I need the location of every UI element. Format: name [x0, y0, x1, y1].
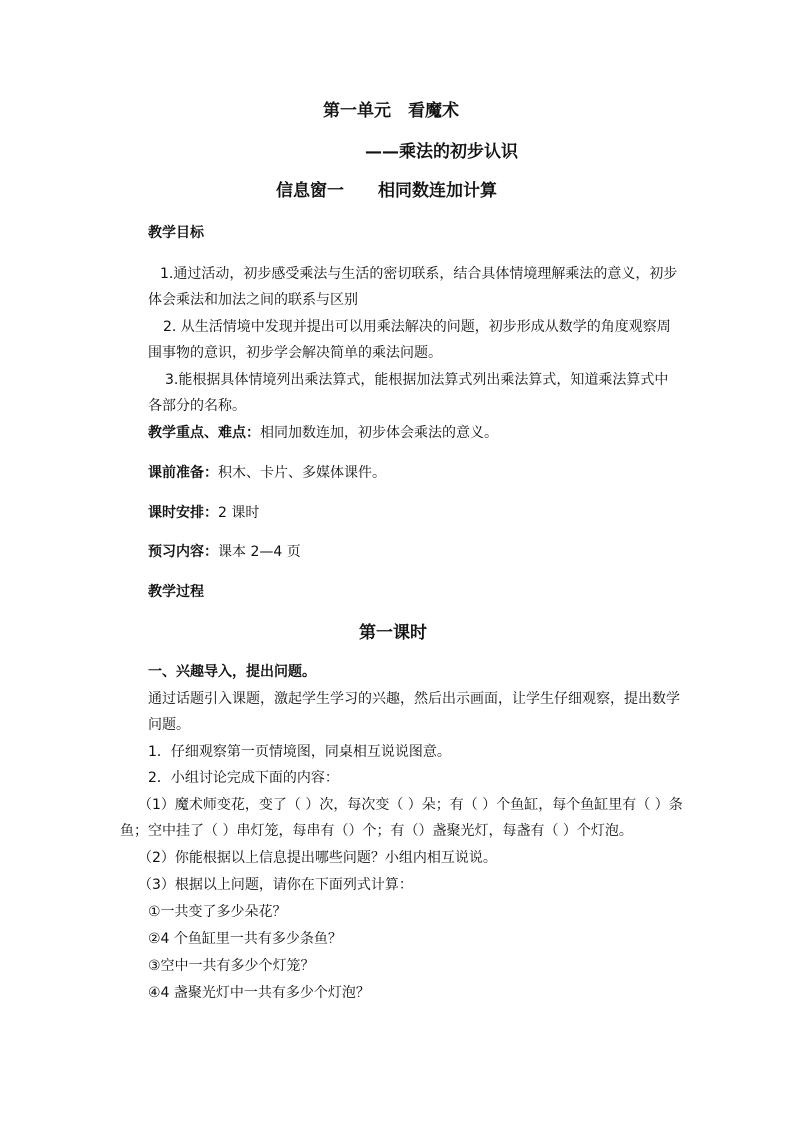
- focus-row: [148, 424, 498, 442]
- unit-title: 第一单元 看魔术: [323, 101, 459, 121]
- section-title: 信息窗一 相同数连加计算: [276, 181, 497, 201]
- goal-3-line-1: 3.能根据具体情境列出乘法算式，能根据加法算式列出乘法算式，知道乘法算式中: [165, 372, 669, 388]
- question-2: （2）你能根据以上信息提出哪些问题？小组内相互说说。: [138, 850, 497, 866]
- prep-label: 课前准备：: [148, 465, 218, 481]
- question-1-line-1: （1）魔术师变花，变了（ ）次，每次变（ ）朵；有（ ）个鱼缸，每个鱼缸里有（ ）条: [138, 797, 683, 813]
- schedule-value: 2 课时: [218, 505, 260, 521]
- unit-subtitle: ——乘法的初步认识: [365, 142, 518, 162]
- goal-1-line-1: 1.通过活动，初步感受乘法与生活的密切联系，结合具体情境理解乘法的意义，初步: [160, 266, 678, 282]
- schedule-label: 课时安排：: [148, 505, 218, 521]
- preview-label: 预习内容：: [148, 544, 218, 560]
- goal-2-line-2: 围事物的意识，初步学会解决简单的乘法问题。: [148, 345, 442, 361]
- intro-line-2: 问题。: [148, 717, 190, 733]
- goal-1-line-2: 体会乘法和加法之间的联系与区别: [148, 292, 358, 308]
- goals-heading: 教学目标: [148, 225, 204, 241]
- preview-value: 课本 2—4 页: [218, 544, 301, 560]
- process-heading: 教学过程: [148, 584, 204, 600]
- preview-row: [148, 543, 301, 561]
- focus-value: 相同加数连加，初步体会乘法的意义。: [260, 425, 498, 441]
- prep-row: [148, 464, 386, 482]
- list-item: ③空中一共有多少个灯笼？: [148, 958, 315, 974]
- step-1: 1．仔细观察第一页情境图，同桌相互说说图意。: [148, 744, 451, 760]
- focus-label: 教学重点、难点：: [148, 425, 260, 441]
- question-3: （3）根据以上问题，请你在下面列式计算：: [138, 877, 413, 893]
- step-2: 2．小组讨论完成下面的内容：: [148, 770, 339, 786]
- list-item: ②4 个鱼缸里一共有多少条鱼？: [148, 931, 342, 947]
- prep-value: 积木、卡片、多媒体课件。: [218, 465, 386, 481]
- section-1-heading: 一、兴趣导入，提出问题。: [148, 664, 316, 680]
- intro-line-1: 通过话题引入课题，激起学生学习的兴趣，然后出示画面，让学生仔细观察，提出数学: [148, 691, 680, 707]
- list-item: ①一共变了多少朵花？: [148, 904, 287, 920]
- question-1-line-2: 鱼；空中挂了（ ）串灯笼，每串有（）个；有（）盏聚光灯，每盏有（ ）个灯泡。: [120, 823, 633, 839]
- goal-3-line-2: 各部分的名称。: [148, 398, 246, 414]
- goal-2-line-1: 2. 从生活情境中发现并提出可以用乘法解决的问题，初步形成从数学的角度观察周: [163, 319, 671, 335]
- list-item: ④4 盏聚光灯中一共有多少个灯泡？: [148, 985, 370, 1001]
- schedule-row: [148, 504, 259, 522]
- lesson-1-title: 第一课时: [359, 623, 427, 643]
